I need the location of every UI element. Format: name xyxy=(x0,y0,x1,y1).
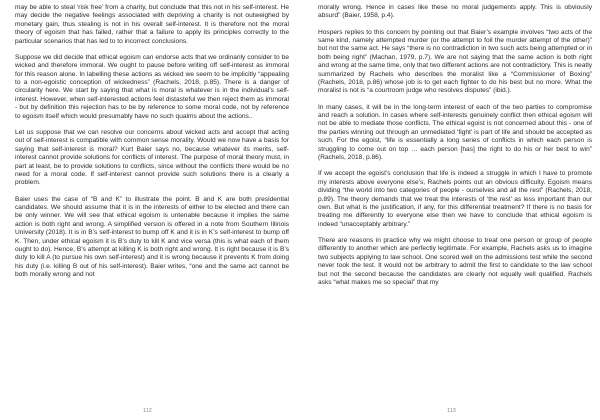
paragraph: may be able to steal ‘risk free’ from a charity, but conclude that this not in his self-interest. He may decide the negative feelings associated with depriving a charity is not outweighed by monetary gain, thus stealing is not in his overall self-interest. It is therefore not the moral theory of egoism that has failed, rather that a failure to apply its principles correctly to the particular scenarios that has led to to incorrect conclusions. xyxy=(15,4,289,45)
paragraph: There are reasons in practice why we might choose to treat one person or group of people differently to another which are perfectly legitimate. For example, Rachels asks us to imagine two subjects applying to law school. One scored well on the admissions test while the second never took the test. It would not be arbitrary to admit the first to candidate to the law school but not the second because the candidates are clearly not equally well qualified. Rachels asks “what makes me so special” that my xyxy=(318,236,592,286)
paragraph: morally wrong. Hence in cases like these no moral judgements apply. This is obviously absurd” (Baier, 1958, p.4). xyxy=(318,4,592,20)
right-page xyxy=(300,0,600,420)
page-number: 112 xyxy=(143,408,152,414)
paragraph: If we accept the egoist’s conclusion that life is indeed a struggle in which I have to promote my interests above everyone else’s, Rachels points out an obvious difficulty. Egoism means dividing “the world into two categories of people - ourselves and all the rest” (Rachels, 2018, p.89). The theory demands that we treat the interests of ‘the rest’ as less important than our own. But what is the justification, if any, for this differential treatment? If there is no basis for treating me differently to everyone else then we have to conclude that ethical egoism is indeed “unacceptably arbitrary.” xyxy=(318,170,592,228)
paragraph: Hospers replies to this concern by pointing out that Baier’s example involves “two acts of the same kind, namely attempted murder (or the attempt to foil the murder attempt of the other)” but not the same act. He says “there is no contradiction in two such acts being attempted or in both being right” (Machan, 1979, p.7). We are not saying that the same action is both right and wrong at the same time, only that two different actions are not contradictory. This is neatly summarized by Rachels who describes the moralist like a “Commissioner of Boxing” (Rachels, 2018, p.86) whose job is to get each fighter to do his best but no more. What the moralist is not is “a courtroom judge who resolves disputes” (ibid.). xyxy=(318,28,592,95)
paragraph: Let us suppose that we can resolve our concerns about wicked acts and accept that acting out of self-interest is compatible with common sense morality. Would we now have a basis for saying that self-interest is moral? Kurt Baier says no, because whatever its merits, self-interest cannot provide solutions for conflicts of interest. The purpose of moral theory must, in part at least, be to provide solutions to conflicts, since without the conflicts there would be no need for a moral code. If self-interest cannot provide such solutions there is a clearly a problem. xyxy=(15,128,289,187)
paragraph: Suppose we did decide that ethical egoism can endorse acts that we ordinarily consider to be wicked and therefore immoral. We ought to pause before writing off self-interest as immoral for this reason alone. In labelling these actions as wicked we seem to be implicitly “appealing to a non-egoistic conception of wickedness” (Rachels, 2018, p.85). There is a danger of circularity here. We start by saying that what is moral is whatever is in the individual’s self-interest. However, when self-interested actions feel distasteful we then reject them as immoral - but by definition this rejection has to be by reference to some moral code, not by reference to egoism itself which would presumably have no such qualms about the actions.. xyxy=(15,53,289,120)
page-number: 113 xyxy=(447,408,456,414)
left-text-column xyxy=(15,4,289,287)
paragraph: Baier uses the case of “B and K” to illustrate the point. B and K are both presidential candidates. We should assume that it is in the interests of either to be elected and there can be only winner. We will see that ethical egoism is untenable because it implies the same action is both right and wrong. A simplified version is offered in a note from Southern Illinois University (2018). It is in B’s self-interest to bump off K and it is in K’s self-interest to bump off K. Then, under ethical egoism it is B’s duty to kill K and vice versa (this is what each of them ought to do). Hence, B’s attempt at killing K is both right and wrong. It is right because it is B’s duty to kill A (to pursue his own self-interest) and it is wrong because it prevents K from doing his duty (i.e. killing B out of his self-interest). Baier writes, “one and the same act cannot be both morally wrong and not xyxy=(15,195,289,279)
right-text-column xyxy=(318,4,592,295)
paragraph: In many cases, it will be in the long-term interest of each of the two parties to compromise and reach a solution. In cases where self-interests genuinely conflict then ethical egoism will not be able to mediate those conflicts. The ethical egoist is not concerned about this - one of the parties winning out through an unmediated ‘fight’ is part of life and should be accepted as such. For the egoist, “life is essentially a long series of conflicts in which each person is struggling to come out on top … each person [has] the right to do his or her best to win” (Rachels, 2018, p.86). xyxy=(318,103,592,162)
